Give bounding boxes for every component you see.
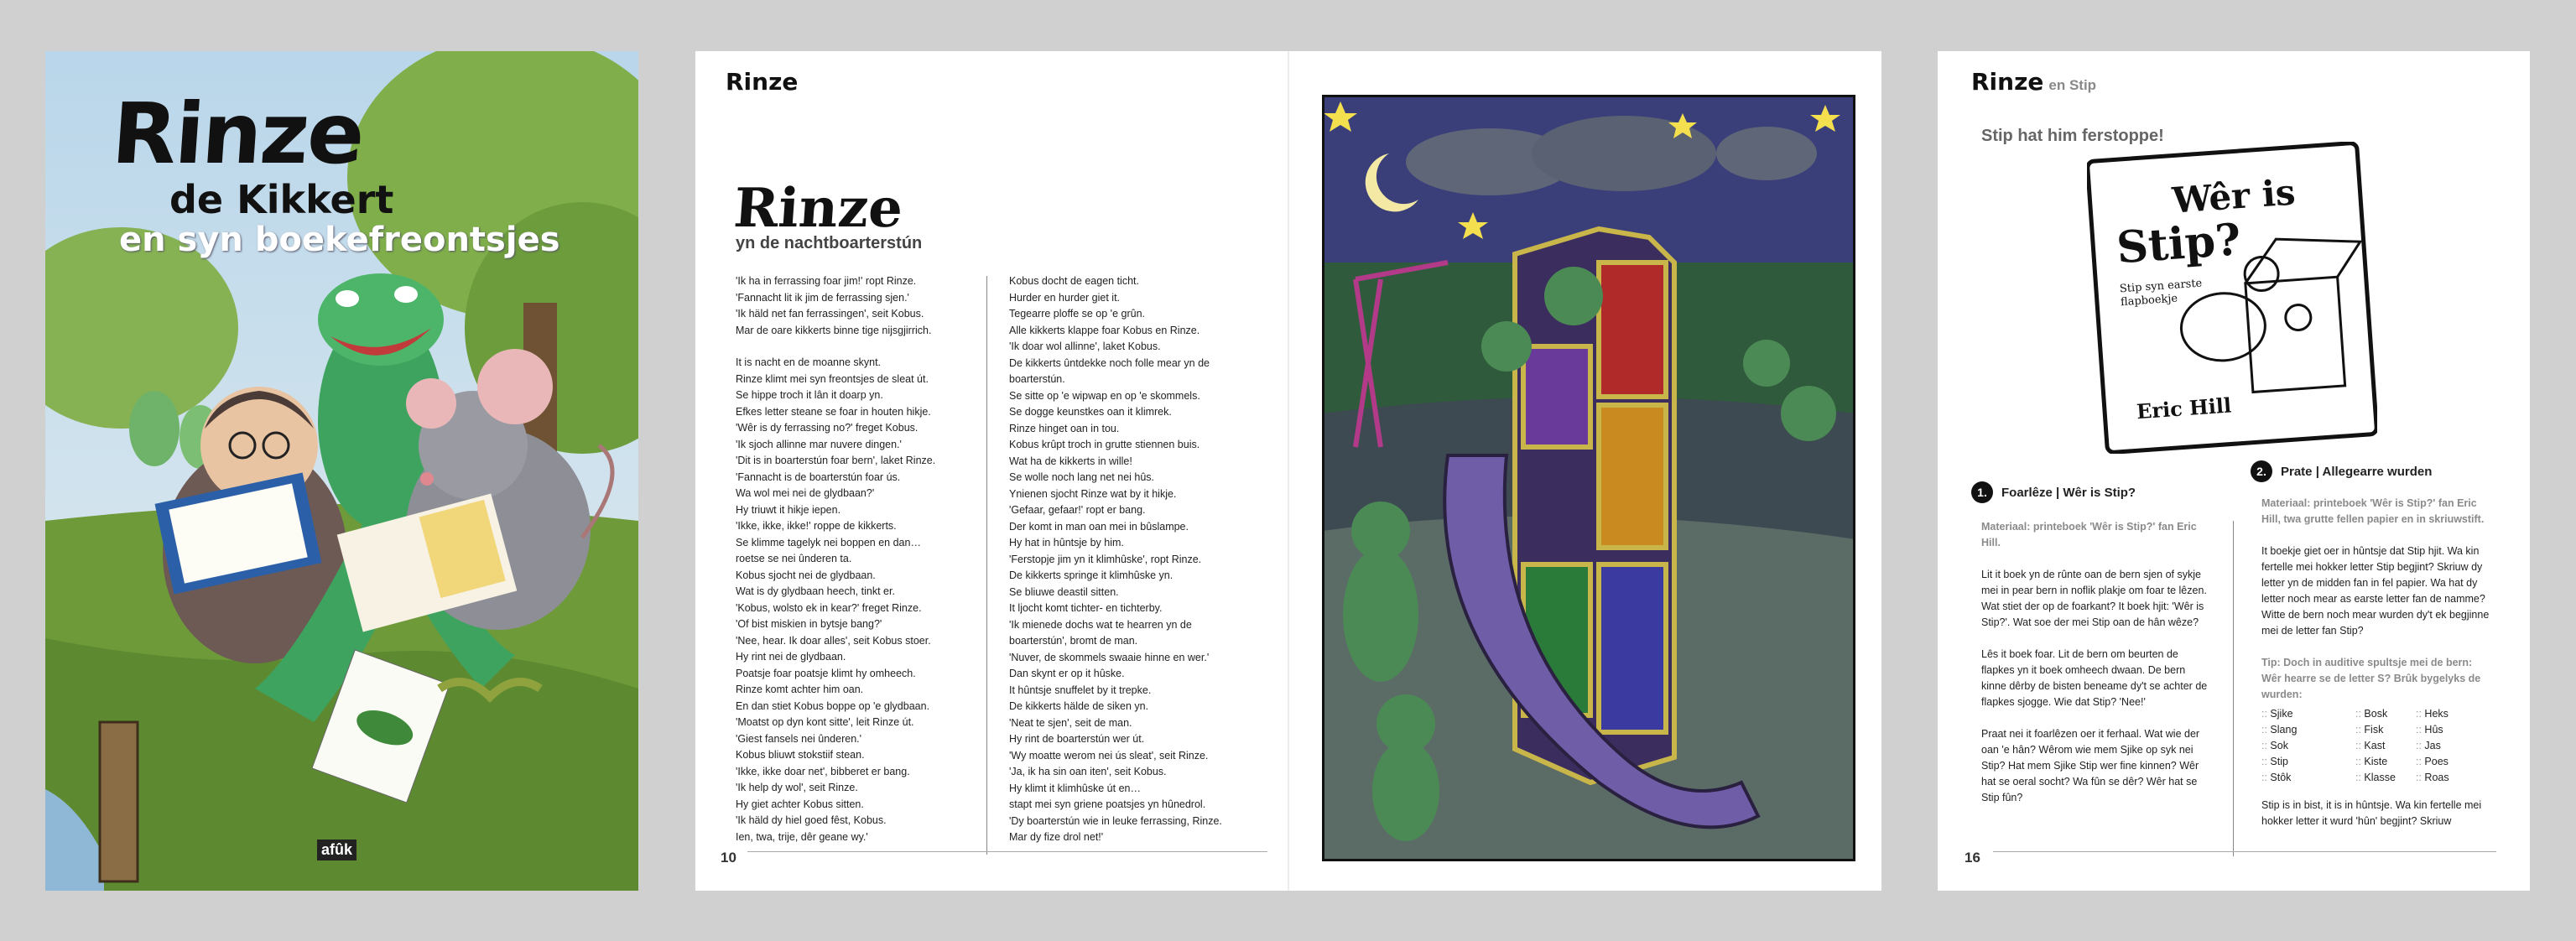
story-line: Se sitte op 'e wipwap en op 'e skommels. <box>1009 389 1200 402</box>
story-line: Rinze komt achter him oan. <box>736 684 864 695</box>
section-1-body <box>1981 519 2208 822</box>
section-1-number: 1. <box>1971 481 1993 503</box>
page-header <box>1971 68 2096 96</box>
story-line: Kobus sjocht nei de glydbaan. <box>736 569 876 581</box>
story-line: 'Wêr is dy ferrassing no?' freget Kobus. <box>736 422 919 434</box>
story-line: Kobus bliuwt stokstiif stean. <box>736 749 865 761</box>
story-line: 'Dit is in boarterstún foar bern', laket Rinze. <box>736 455 936 466</box>
story-line: roetse se nei ûnderen ta. <box>736 553 852 564</box>
story-line: 'Dy boarterstún wie in leuke ferrassing, Rinze. <box>1009 814 1222 827</box>
column-divider <box>2233 521 2234 856</box>
section-1-title <box>1971 481 2136 503</box>
stanza-gap <box>736 339 987 355</box>
story-line: 'Ferstopje jim yn it klimhûske', ropt Rinze. <box>1009 553 1202 565</box>
section-2-paragraph: It boekje giet oer in hûntsje dat Stip hjit. Wa kin fertelle mei hokker letter Stip begjint? Skriuw dy letter yn de midden fan in fel papier. Wa hat dy letter noch mear as earste letter fan de namme? Witte de bern noch mear wurden dy't ek begjinne mei de letter fan Stip? <box>2261 545 2490 637</box>
story-line: Kobus docht de eagen ticht. <box>1009 275 1139 287</box>
word: :: Stôk <box>2261 770 2354 786</box>
word: :: Stip <box>2261 754 2354 770</box>
story-line: 'Ik häld dy hiel goed fêst, Kobus. <box>736 814 887 826</box>
section-2-tip: Tip: Doch in auditive spultsje mei de bern: Wêr hearre se de letter S? Brûk bygelyks de wurden: <box>2261 657 2481 700</box>
story-line: De kikkerts hälde de siken yn. <box>1009 700 1149 712</box>
story-line: Hy klimt it klimhûske út en… <box>1009 782 1141 794</box>
story-line: Se bliuwe deastil sitten. <box>1009 585 1119 598</box>
story-line: Wa wol mei nei de glydbaan?' <box>736 487 875 499</box>
story-line: 'Fannacht lit ik jim de ferrassing sjen.' <box>736 291 909 304</box>
word: :: Sok <box>2261 738 2354 754</box>
story-line: Efkes letter steane se foar in houten hikje. <box>736 405 931 418</box>
story-line: It hûntsje snuffelet by it trepke. <box>1009 684 1152 696</box>
story-line: 'Fannacht is de boarterstún foar ús. <box>736 470 901 483</box>
story-line: Hy rint nei de glydbaan. <box>736 651 846 663</box>
story-line: Der komt in man oan mei in bûslampe. <box>1009 520 1189 533</box>
cover-title: Rinze <box>108 85 367 183</box>
story-line: 'Nee, hear. Ik doar alles', seit Kobus stoer. <box>736 634 931 647</box>
word: :: Jas <box>2416 738 2475 754</box>
story-line: Se wolle noch lang net nei hûs. <box>1009 471 1155 483</box>
story-line: 'Ik mienede dochs wat te hearren yn de <box>1009 618 1192 631</box>
section-1-material: Materiaal: printeboek 'Wêr is Stip?' fan Eric Hill. <box>1981 521 2197 548</box>
story-spread <box>695 51 1881 891</box>
book-cover-author: Eric Hill <box>2136 393 2232 424</box>
story-line: Se klimme tagelyk nei boppen en dan… <box>736 536 921 548</box>
story-line: boarterstún. <box>1009 373 1065 385</box>
story-line: 'Kobus, wolsto ek in kear?' freget Rinze. <box>736 601 922 614</box>
story-line: Wat is dy glydbaan heech, tinkt er. <box>736 585 895 597</box>
story-line: 'Ikke, ikke doar net', bibberet er bang. <box>736 765 910 777</box>
section-2-paragraph: Stip is in bist, it is in hûntsje. Wa kin fertelle mei hokker letter it wurd 'hûn' begjint? Skriuw <box>2261 799 2482 827</box>
story-line: 'Gefaar, gefaar!' ropt er bang. <box>1009 504 1146 516</box>
story-line: 'Ik ha in ferrassing foar jim!' ropt Rinze. <box>736 275 917 287</box>
page-header-suffix: en Stip <box>2048 77 2097 93</box>
playground-illustration <box>1322 95 1855 861</box>
cover-subtitle-1: de Kikkert <box>169 177 394 222</box>
story-line: Tegearre ploffe se op 'e grûn. <box>1009 308 1145 320</box>
story-line: It is nacht en de moanne skynt. <box>736 356 882 368</box>
word: :: Kiste <box>2355 754 2414 770</box>
story-line: Mar dy fize drol net!' <box>1009 831 1104 843</box>
footer-rule <box>747 851 1267 852</box>
story-line: Hy hat in hûntsje by him. <box>1009 537 1124 548</box>
lesson-page <box>1938 51 2530 891</box>
book-cover-title-2: Stip? <box>2115 214 2243 274</box>
cover-subtitle-2: en syn boekefreontsjes <box>119 221 560 259</box>
story-line: Rinze hinget oan in tou. <box>1009 422 1120 434</box>
story-line: Se dogge keunstkes oan it klimrek. <box>1009 406 1172 418</box>
story-line: 'Ik help dy wol', seit Rinze. <box>736 782 858 793</box>
story-line: It ljocht komt tichter- en tichterby. <box>1009 602 1163 614</box>
story-line: Hy giet achter Kobus sitten. <box>736 798 864 810</box>
story-line: 'Ik doar wol allinne', laket Kobus. <box>1009 341 1161 352</box>
column-divider <box>986 276 987 855</box>
publisher-logo: afûk <box>317 840 356 860</box>
story-line: 'Ikke, ikke, ikke!' roppe de kikkerts. <box>736 520 897 532</box>
book-cover-image <box>2087 142 2377 454</box>
book-cover-tagline-2: flapboekje <box>2120 292 2178 309</box>
story-line: Se hippe troch it lân it doarp yn. <box>736 389 883 401</box>
story-line: Poatsje foar poatsje klimt hy omheech. <box>736 667 916 679</box>
word: :: Poes <box>2416 754 2475 770</box>
story-line: boarterstún', bromt de man. <box>1009 635 1138 647</box>
section-1-paragraph: Lês it boek foar. Lit de bern om beurten de flapkes yn it boek omheech dwaan. De bern kinne dêrby de bisten beneame dy't se achter de flapkes sjogge. Wie dat Stip? 'Nee!' <box>1981 648 2208 708</box>
word: :: Bosk <box>2355 706 2414 722</box>
gutter <box>1288 51 1289 891</box>
story-line: 'Of bist miskien in bytsje bang?' <box>736 618 882 630</box>
story-title: Rinze <box>731 177 905 240</box>
story-line: Kobus krûpt troch in grutte stiennen buis. <box>1009 439 1200 450</box>
word: :: Heks <box>2416 706 2475 722</box>
word: :: Klasse <box>2355 770 2414 786</box>
story-line: Mar de oare kikkerts binne tige nijsgjirrich. <box>736 324 932 336</box>
page-header: Rinze <box>726 68 799 96</box>
story-line: Hy rint de boarterstún wer út. <box>1009 733 1145 745</box>
word-list <box>2261 706 2495 786</box>
word: :: Slang <box>2261 722 2354 738</box>
section-2-number: 2. <box>2251 460 2272 482</box>
word: :: Sjike <box>2261 706 2354 722</box>
story-line: 'Ja, ik ha sin oan iten', seit Kobus. <box>1009 766 1167 777</box>
story-line: 'Wy moatte werom nei ús sleat', seit Rinze. <box>1009 749 1209 762</box>
page-header-title: Rinze <box>1971 68 2044 96</box>
story-line: Hy triuwt it hikje iepen. <box>736 503 841 516</box>
section-2-body <box>2261 496 2495 845</box>
story-line: De kikkerts springe it klimhûske yn. <box>1009 569 1174 581</box>
story-line: Alle kikkerts klappe foar Kobus en Rinze. <box>1009 324 1200 336</box>
story-column-1 <box>736 273 987 845</box>
section-1-title-text: Foarlêze | Wêr is Stip? <box>2001 485 2136 500</box>
story-line: De kikkerts ûntdekke noch folle mear yn de <box>1009 356 1210 369</box>
section-1-paragraph: Lit it boek yn de rûnte oan de bern sjen of sykje mei in pear bern in noflik plakje om foar te lêzen. Wat stiet der op de foarkant? It boek hjit: 'Wêr is Stip?'. Wat soe der mei Stip oan de hân wêze? <box>1981 569 2207 628</box>
story-line: Hurder en hurder giet it. <box>1009 291 1121 304</box>
section-2-title-text: Prate | Allegearre wurden <box>2281 464 2433 479</box>
footer-rule <box>1993 851 2496 852</box>
word: :: Fisk <box>2355 722 2414 738</box>
story-line: 'Giest fansels nei ûnderen.' <box>736 732 861 745</box>
story-line: 'Ik sjoch allinne mar nuvere dingen.' <box>736 438 902 450</box>
word: :: Hûs <box>2416 722 2475 738</box>
lesson-heading: Stip hat him ferstoppe! <box>1981 127 2164 145</box>
word: :: Roas <box>2416 770 2475 786</box>
story-line: Ynienen sjocht Rinze wat by it hikje. <box>1009 487 1177 500</box>
story-line: 'Nuver, de skommels swaaie hinne en wer.' <box>1009 651 1210 663</box>
story-subtitle: yn de nachtboarterstún <box>736 234 923 252</box>
story-line: Ien, twa, trije, dêr geane wy.' <box>736 830 868 843</box>
word: :: Kast <box>2355 738 2414 754</box>
story-line: En dan stiet Kobus boppe op 'e glydbaan. <box>736 699 930 712</box>
section-2-title <box>2251 460 2432 482</box>
book-cover-title-1: Wêr is <box>2171 171 2297 221</box>
story-line: Wat ha de kikkerts in wille! <box>1009 455 1132 467</box>
story-column-2 <box>1009 273 1261 846</box>
story-line: 'Neat te sjen', seit de man. <box>1009 716 1132 729</box>
book-cover-tagline-1: Stip syn earste <box>2119 277 2203 296</box>
story-line: 'Ik häld net fan ferrassingen', seit Kobus. <box>736 308 924 320</box>
section-1-paragraph: Praat nei it foarlêzen oer it ferhaal. Wat wie der oan 'e hân? Wêrom wie mem Sjike op syk nei Stip? Hat mem Sjike Stip wer fine kinnen? Wêr hat se oeral socht? Wa fûn se dêr? Wêr hat se Stip fûn? <box>1981 728 2200 803</box>
story-line: stapt mei syn griene poatsjes yn hûnedrol. <box>1009 798 1206 810</box>
page-number: 16 <box>1965 850 1980 866</box>
story-line: Dan skynt er op it hûske. <box>1009 668 1125 679</box>
page-number: 10 <box>721 850 736 866</box>
section-2-material: Materiaal: printeboek 'Wêr is Stip?' fan Eric Hill, twa grutte fellen papier en in skriuwstift. <box>2261 497 2485 525</box>
story-line: 'Moatst op dyn kont sitte', leit Rinze út. <box>736 716 914 728</box>
story-line: Rinze klimt mei syn freontsjes de sleat út. <box>736 372 929 385</box>
book-cover-page <box>45 51 638 891</box>
